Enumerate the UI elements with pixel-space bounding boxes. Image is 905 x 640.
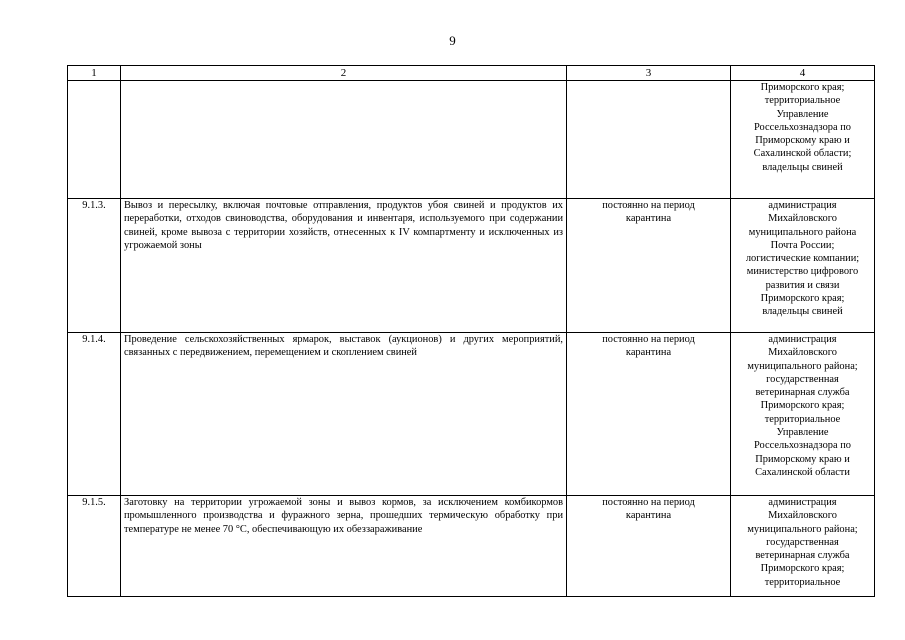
responsible-parties: администрация Михайловского муниципального района Почта России; логистические компании; министерство цифрового развития и связи Приморского края; владельцы свиней — [731, 199, 875, 333]
measure-description: Заготовку на территории угрожаемой зоны и вывоз кормов, за исключением комбикормов промышленного производства и фуражного зерна, прошедших термическую обработку при температуре не менее 70 °С, обеспечивающую их обеззараживание — [121, 496, 567, 597]
item-number: 9.1.4. — [68, 333, 121, 496]
table-row — [68, 199, 875, 333]
item-number: 9.1.3. — [68, 199, 121, 333]
column-header-2: 2 — [121, 66, 567, 81]
column-header-1: 1 — [68, 66, 121, 81]
measure-description — [121, 81, 567, 199]
responsible-parties: администрация Михайловского муниципального района; государственная ветеринарная служба Приморского края; территориальное — [731, 496, 875, 597]
measure-description: Проведение сельскохозяйственных ярмарок, выставок (аукционов) и других мероприятий, связанных с передвижением, перемещением и скоплением свиней — [121, 333, 567, 496]
measure-period: постоянно на период карантина — [567, 496, 731, 597]
table-row — [68, 496, 875, 597]
item-number: 9.1.5. — [68, 496, 121, 597]
page-number: 9 — [449, 33, 456, 48]
measure-period — [567, 81, 731, 199]
responsible-parties: администрация Михайловского муниципального района; государственная ветеринарная служба Приморского края; территориальное Управление Россельхознадзора по Приморскому краю и Сахалинской области — [731, 333, 875, 496]
column-header-3: 3 — [567, 66, 731, 81]
measures-table — [67, 65, 875, 597]
column-header-4: 4 — [731, 66, 875, 81]
measure-period: постоянно на период карантина — [567, 199, 731, 333]
measure-period: постоянно на период карантина — [567, 333, 731, 496]
table-header-row — [68, 66, 875, 81]
responsible-parties: Приморского края; территориальное Управление Россельхознадзора по Приморскому краю и Сахалинской области; владельцы свиней — [731, 81, 875, 199]
measure-description: Вывоз и пересылку, включая почтовые отправления, продуктов убоя свиней и продуктов их переработки, отходов свиноводства, оборудования и инвентаря, используемого при содержании свиней, кроме вывоза с территории хозяйств, отнесенных к IV компартменту и исключенных из угрожаемой зоны — [121, 199, 567, 333]
table-row — [68, 81, 875, 199]
table-row — [68, 333, 875, 496]
item-number — [68, 81, 121, 199]
